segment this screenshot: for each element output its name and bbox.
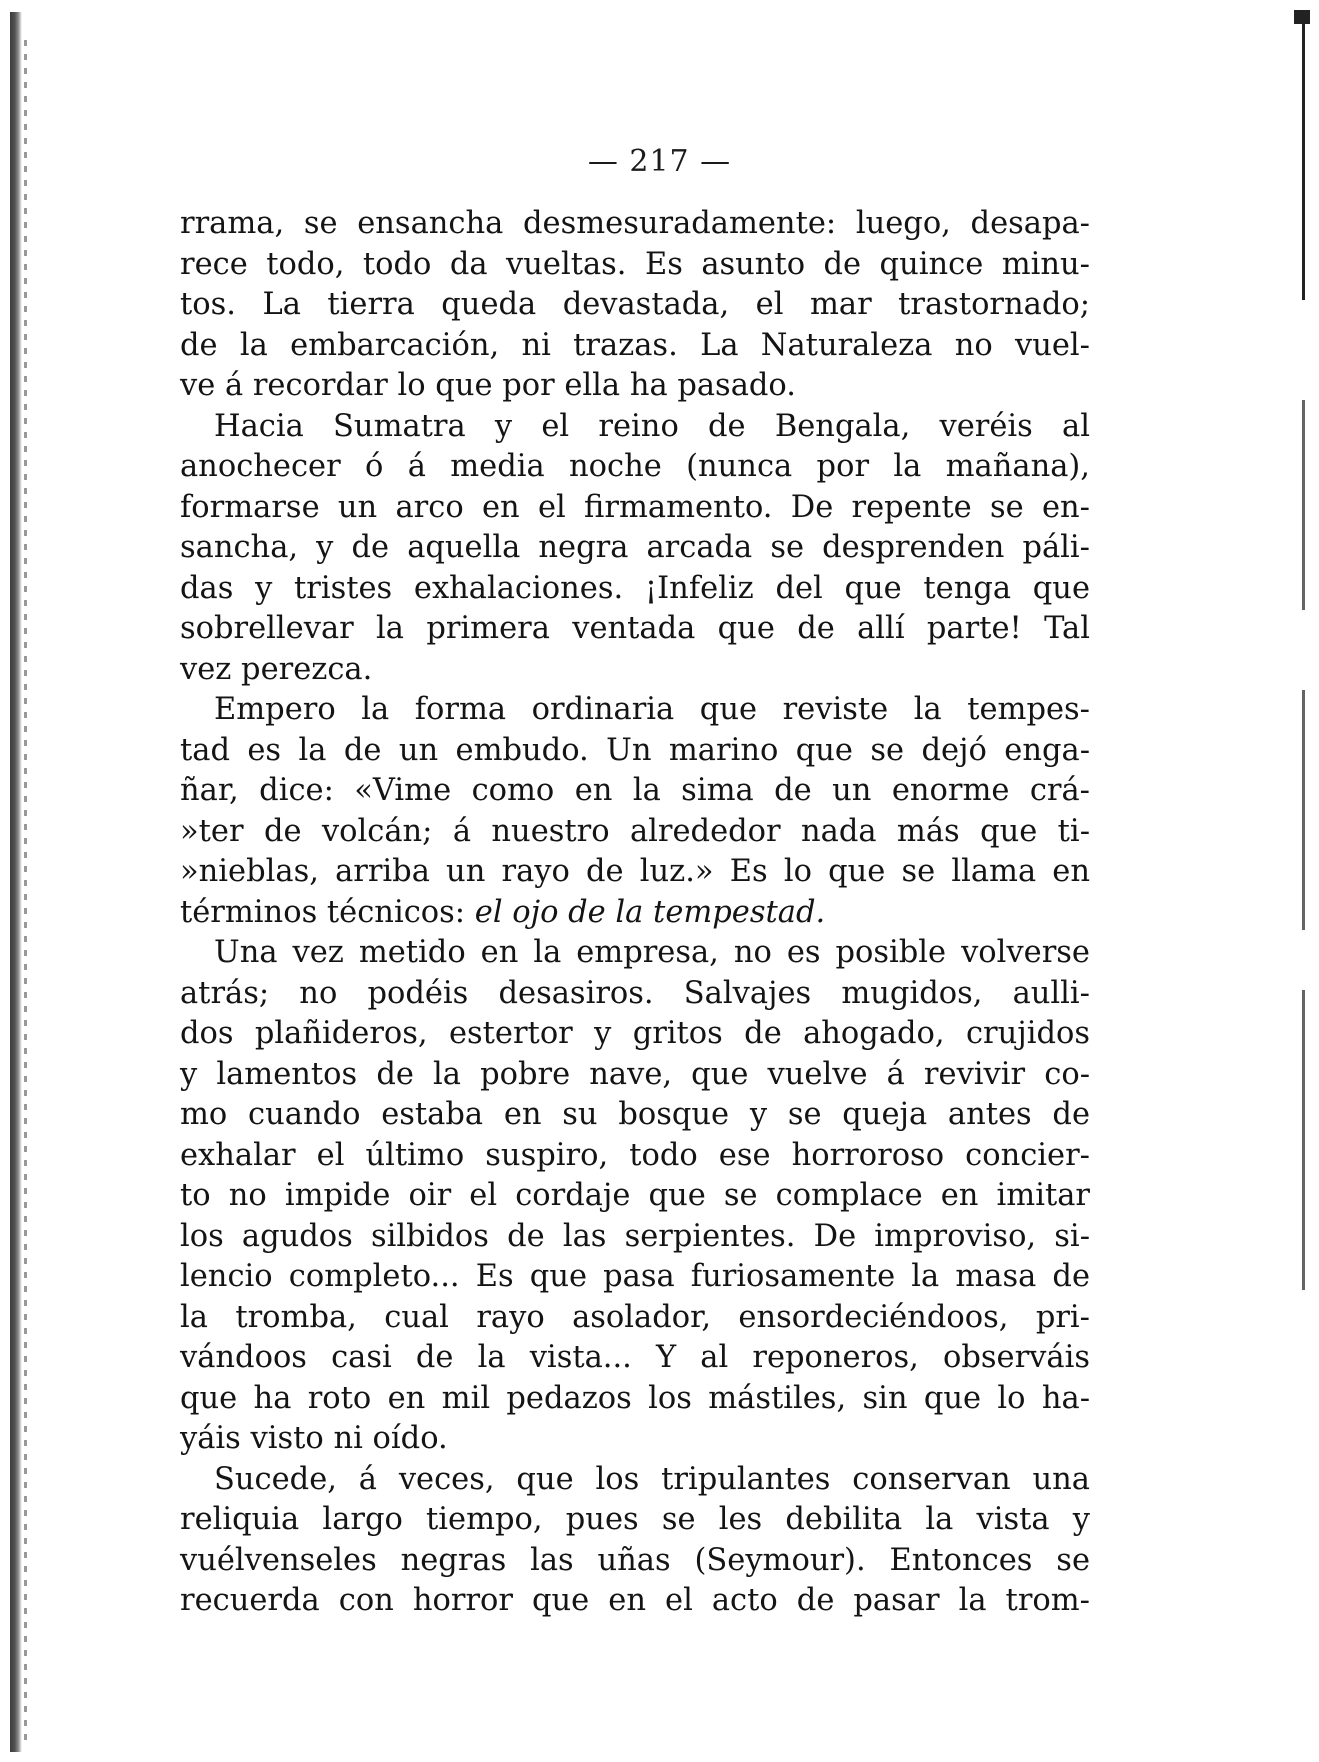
- text-line-prefix: términos técnicos:: [180, 894, 475, 930]
- text-line: tos. La tierra queda devastada, el mar trastornado;: [180, 287, 1090, 322]
- text-line: que ha roto en mil pedazos los mástiles, sin que lo ha-: [180, 1380, 1090, 1416]
- page-number: — 217 —: [587, 144, 732, 179]
- text-line: y lamentos de la pobre nave, que vuelve á revivir co-: [180, 1056, 1090, 1092]
- text-line: mo cuando estaba en su bosque y se queja antes de: [180, 1097, 1090, 1132]
- italic-phrase: el ojo de la tempestad.: [474, 894, 826, 930]
- page-edge-right: [1302, 990, 1305, 1290]
- page-edge-right: [1302, 400, 1305, 610]
- text-line: atrás; no podéis desasiros. Salvajes mugidos, aulli-: [180, 975, 1090, 1011]
- binding-edge-left-inner: [24, 40, 27, 1740]
- binding-edge-left: [10, 12, 22, 1752]
- text-line: reliquia largo tiempo, pues se les debilita la vista y: [180, 1502, 1090, 1537]
- paragraph-5: [180, 1460, 1090, 1622]
- text-line: »nieblas, arriba un rayo de luz.» Es lo que se llama en: [180, 854, 1090, 889]
- text-line: recuerda con horror que en el acto de pasar la trom-: [180, 1583, 1090, 1618]
- text-line: formarse un arco en el firmamento. De repente se en-: [180, 489, 1090, 525]
- text-line: vándoos casi de la vista... Y al reponeros, observáis: [180, 1340, 1090, 1375]
- text-line: to no impide oir el cordaje que se complace en imitar: [180, 1178, 1090, 1213]
- text-line: tad es la de un embudo. Un marino que se dejó enga-: [180, 732, 1090, 768]
- text-line: yáis visto ni oído.: [180, 1421, 448, 1456]
- text-line: ve á recordar lo que por ella ha pasado.: [180, 368, 796, 403]
- text-line: Sucede, á veces, que los tripulantes conservan una: [214, 1461, 1090, 1497]
- paragraph-3: [180, 690, 1090, 933]
- text-line: exhalar el último suspiro, todo ese horroroso concier-: [180, 1137, 1090, 1173]
- text-line: Empero la forma ordinaria que reviste la tempes-: [214, 692, 1090, 727]
- text-line: das y tristes exhalaciones. ¡Infeliz del que tenga que: [180, 570, 1090, 606]
- page-edge-right: [1302, 690, 1305, 930]
- text-line: vuélvenseles negras las uñas (Seymour). Entonces se: [180, 1542, 1090, 1578]
- body-text: [180, 204, 1090, 1622]
- text-line: »ter de volcán; á nuestro alrededor nada más que ti-: [180, 813, 1090, 849]
- text-line: la tromba, cual rayo asolador, ensordeciéndoos, pri-: [180, 1299, 1090, 1335]
- text-line: rece todo, todo da vueltas. Es asunto de quince minu-: [180, 246, 1090, 282]
- text-line: rrama, se ensancha desmesuradamente: luego, desapa-: [180, 206, 1090, 241]
- text-line: [180, 893, 1090, 934]
- text-line: Hacia Sumatra y el reino de Bengala, veréis al: [214, 408, 1090, 444]
- paragraph-2: [180, 407, 1090, 691]
- text-line: dos plañideros, estertor y gritos de ahogado, crujidos: [180, 1016, 1090, 1051]
- text-line: Una vez metido en la empresa, no es posible volverse: [214, 935, 1090, 970]
- text-line: sobrellevar la primera ventada que de allí parte! Tal: [180, 611, 1090, 646]
- text-line: los agudos silbidos de las serpientes. De improviso, si-: [180, 1218, 1090, 1254]
- text-line: sancha, y de aquella negra arcada se desprenden páli-: [180, 530, 1090, 565]
- text-line: anochecer ó á media noche (nunca por la mañana),: [180, 449, 1090, 484]
- text-line: lencio completo... Es que pasa furiosamente la masa de: [180, 1259, 1090, 1294]
- text-line: ñar, dice: «Vime como en la sima de un enorme crá-: [180, 773, 1090, 808]
- paragraph-1: [180, 204, 1090, 407]
- paragraph-4: [180, 933, 1090, 1460]
- text-line: de la embarcación, ni trazas. La Naturaleza no vuel-: [180, 327, 1090, 363]
- text-line: vez perezca.: [180, 651, 373, 687]
